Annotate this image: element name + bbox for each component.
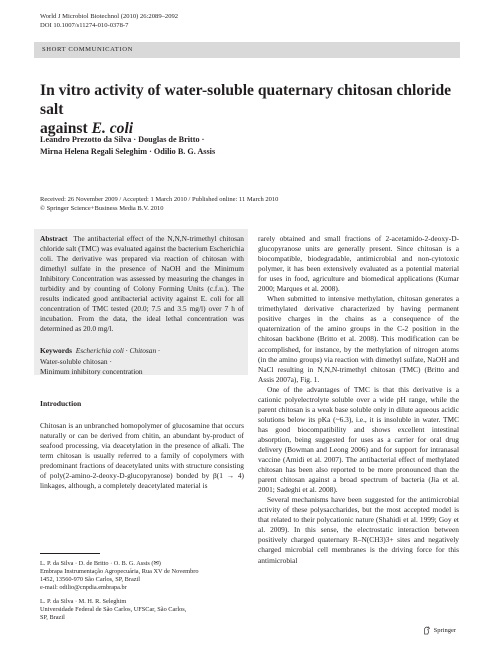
- received-accepted-dates: Received: 26 November 2009 / Accepted: 1 March 2010 / Published online: 11 March 2010: [40, 196, 279, 203]
- right-column: [258, 234, 459, 566]
- doi: DOI 10.1007/s11274-010-0378-7: [40, 22, 129, 29]
- publication-dates: [40, 196, 460, 213]
- keywords-line-3: Minimum inhibitory concentration: [40, 366, 143, 376]
- right-paragraph-2: When submitted to intensive methylation, chitosan generates a trimethylated derivative characterized by having permanent positive charges in the chains as a consequence of the quaternization of the amino groups in the C-2 position in the chitosan backbone (Britto et al. 2008). This modification can be accomplished, for instance, by the methylation of nitrogen atoms (in the amino groups) via reaction with dimethyl sulfate, NaOH and NaCl resulting in N,N,N-trimethyl chitosan (TMC) (Britto and Assis 2007a), Fig. 1.: [258, 294, 459, 384]
- corresponding-email: e-mail: odilio@cnpdia.embrapa.br: [40, 584, 127, 591]
- publisher-footer: [423, 626, 456, 635]
- keywords-line-1: Escherichia coli · Chitosan ·: [75, 346, 160, 356]
- title-line-1: In vitro activity of water-soluble quaternary chitosan chloride salt: [40, 82, 452, 118]
- introduction-text: Chitosan is an unbranched homopolymer of glucosamine that occurs naturally or can be derived from chitin, an abundant by-product of seafood processing, via deacetylation in the presence of alkali. The term chitosan is usually referred to a family of copolymers with predominant fractions of deacetylated units with structure consisting of poly(2-amino-2-deoxy-D-glucopyranose) bonded by β(1 → 4) linkages, although, a completely deacetylated material is: [40, 420, 244, 490]
- right-paragraph-1: rarely obtained and small fractions of 2-acetamido-2-deoxy-D-glucopyranose units are generally present. Since chitosan is a biocompatible, biodegradable, antimicrobial and non-cytotoxic polymer, it has been extensively evaluated as a potential material for uses in food, agriculture and biomedical applications (Kumar 2000; Marques et al. 2008).: [258, 234, 459, 294]
- title-line-2-prefix: against: [40, 120, 92, 137]
- affiliation-1-address: 1452, 13560-970 São Carlos, SP, Brazil: [40, 576, 141, 583]
- affiliation-2-names: L. P. da Silva · M. H. R. Seleghim: [40, 598, 127, 605]
- abstract: [40, 234, 244, 334]
- title-organism: E. coli: [91, 120, 134, 137]
- left-column: [40, 234, 244, 491]
- affiliation-2-org: Universidade Federal de São Carlos, UFSCar, São Carlos,: [40, 606, 187, 613]
- article-type-banner: SHORT COMMUNICATION: [34, 42, 460, 58]
- keywords: [40, 346, 244, 376]
- authors-line-2: Mirna Helena Regali Seleghim · Odilio B. G. Assis: [40, 147, 216, 156]
- affiliations: [40, 560, 244, 622]
- introduction-heading: Introduction: [40, 398, 82, 408]
- affiliation-1-names: L. P. da Silva · D. de Britto · O. B. G. Assis (✉): [40, 560, 161, 567]
- springer-horse-icon: [423, 626, 431, 635]
- journal-header: [40, 12, 178, 30]
- footnote-rule: [40, 553, 100, 554]
- affiliation-2-address: SP, Brazil: [40, 614, 65, 621]
- journal-citation: World J Microbiol Biotechnol (2010) 26:2089–2092: [40, 13, 179, 20]
- article-title: [40, 81, 460, 138]
- abstract-text: The antibacterial effect of the N,N,N-trimethyl chitosan chloride salt (TMC) was evaluated against the bacterium Escherichia coli. The derivative was prepared via reaction of chitosan with dimethyl sulfate in the presence of NaOH and the Minimum Inhibitory Concentration was assessed by measuring the changes in turbidity and by counting of Colony Forming Units (c.f.u.). The results indicated good antibacterial activity against E. coli for all concentration of TMC tested (20.0; 7.5 and 3.5 mg/l) over 7 h of incubation. From the data, the ideal lethal concentration was determined as 20.0 mg/l.: [40, 234, 245, 334]
- affiliation-1-org: Embrapa Instrumentação Agropecuária, Rua XV de Novembro: [40, 568, 199, 575]
- keywords-line-2: Water-soluble chitosan ·: [40, 356, 112, 366]
- right-paragraph-4: Several mechanisms have been suggested for the antimicrobial activity of these polysaccharides, but the most accepted model is that related to their polycationic nature (Shahidi et al. 1999; Goy et al. 2009). In this sense, the electrostatic interaction between positively charged quaternary R–N(CH3)3+ sites and negatively charged microbial cell membranes is the driving force for this antimicrobial: [258, 495, 459, 565]
- copyright-notice: © Springer Science+Business Media B.V. 2010: [40, 204, 164, 212]
- right-paragraph-3: One of the advantages of TMC is that this derivative is a cationic polyelectrolyte soluble over a wide pH range, while the parent chitosan is a weak base soluble only in dilute aqueous acidic solutions below its pKa (~6.3), i.e., it is insoluble in water. TMC has good biocompatibility and shows excellent intestinal absorption, being suggested for uses as a carrier for oral drug delivery (Bowman and Leong 2006) and for support for intranasal vaccine (Amidi et al. 2007). The antibacterial effect of methylated chitosan has been also reported to be more pronounced than the parent chitosan against a broad spectrum of bacteria (Jia et al. 2001; Sadeghi et al. 2008).: [258, 384, 459, 495]
- publisher-name: Springer: [433, 627, 456, 634]
- keywords-label: Keywords: [40, 346, 73, 356]
- abstract-label: Abstract: [40, 234, 68, 243]
- author-list: [40, 134, 460, 158]
- authors-line-1: Leandro Prezotto da Silva · Douglas de Britto ·: [40, 135, 205, 144]
